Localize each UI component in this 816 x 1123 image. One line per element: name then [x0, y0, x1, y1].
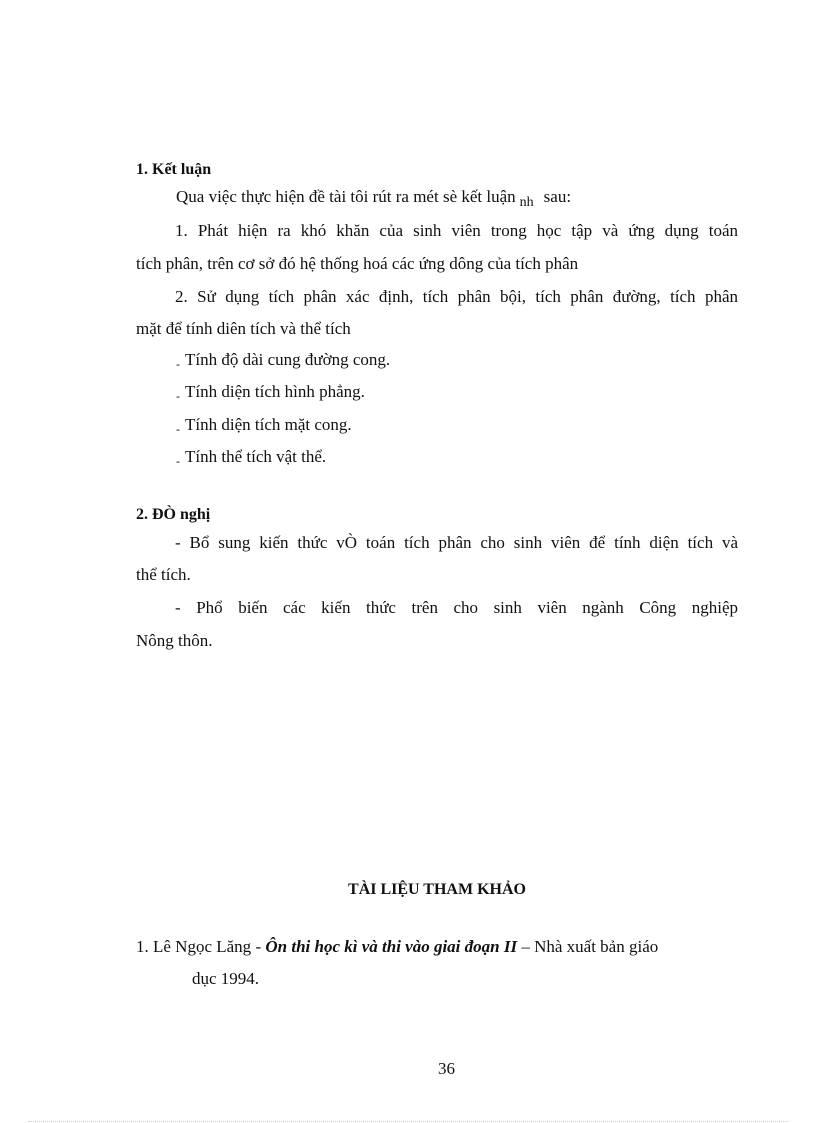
footer-dotted-line: [28, 1121, 788, 1122]
bullet-item: [176, 349, 390, 372]
reference-publisher: – Nhà xuất bản giáo: [517, 937, 659, 956]
bullet-dash: -: [176, 422, 180, 436]
bullet-item: [176, 381, 365, 404]
bullet-text: Tính độ dài cung đường cong.: [185, 350, 391, 369]
bullet-dash: -: [176, 454, 180, 468]
bullet-text: Tính thể tích vật thể.: [185, 447, 327, 466]
item1-line1: 1. Phát hiện ra khó khăn của sinh viên trong học tập và ứng dụng toán: [175, 221, 738, 240]
section2-p2-line1: - Phổ biến các kiến thức trên cho sinh viên ngành Công nghiệp: [175, 598, 738, 617]
reference-author: 1. Lê Ngọc Lăng: [136, 937, 252, 956]
page-number: 36: [438, 1059, 455, 1078]
bullet-text: Tính diện tích hình phẳng.: [185, 382, 365, 401]
reference-1-line2: dục 1994.: [192, 969, 260, 988]
reference-title: Ôn thi học kì và thi vào giai đoạn II: [265, 937, 518, 956]
section2-p1-line2: thể tích.: [136, 565, 191, 584]
item2-line2: mặt để tính diên tích và thể tích: [136, 319, 351, 338]
reference-separator: -: [251, 937, 266, 956]
section2-heading: 2. ĐÒ nghị: [136, 506, 211, 523]
item1-line2: tích phân, trên cơ sở đó hệ thống hoá các ứng dông của tích phân: [136, 254, 579, 273]
bullet-item: [176, 446, 326, 469]
bullet-dash: -: [176, 389, 180, 403]
intro-nh: nh: [519, 195, 534, 210]
section1-heading: 1. Kết luận: [136, 161, 212, 178]
reference-1: [136, 936, 658, 958]
references-title: TÀI LIỆU THAM KHẢO: [348, 881, 526, 898]
bullet-text: Tính diện tích mặt cong.: [185, 415, 352, 434]
intro-end: sau:: [543, 187, 572, 206]
bullet-item: [176, 414, 352, 437]
item2-line1: 2. Sử dụng tích phân xác định, tích phân bội, tích phân đường, tích phân: [175, 287, 738, 306]
intro-text: Qua việc thực hiện đề tài tôi rút ra mét sè kết luận: [176, 187, 516, 206]
section2-p1-line1: - Bổ sung kiến thức vÒ toán tích phân cho sinh viên để tính diện tích và: [175, 533, 738, 552]
section1-intro: [176, 186, 571, 210]
bullet-dash: -: [176, 357, 180, 371]
section2-p2-line2: Nông thôn.: [136, 631, 213, 650]
